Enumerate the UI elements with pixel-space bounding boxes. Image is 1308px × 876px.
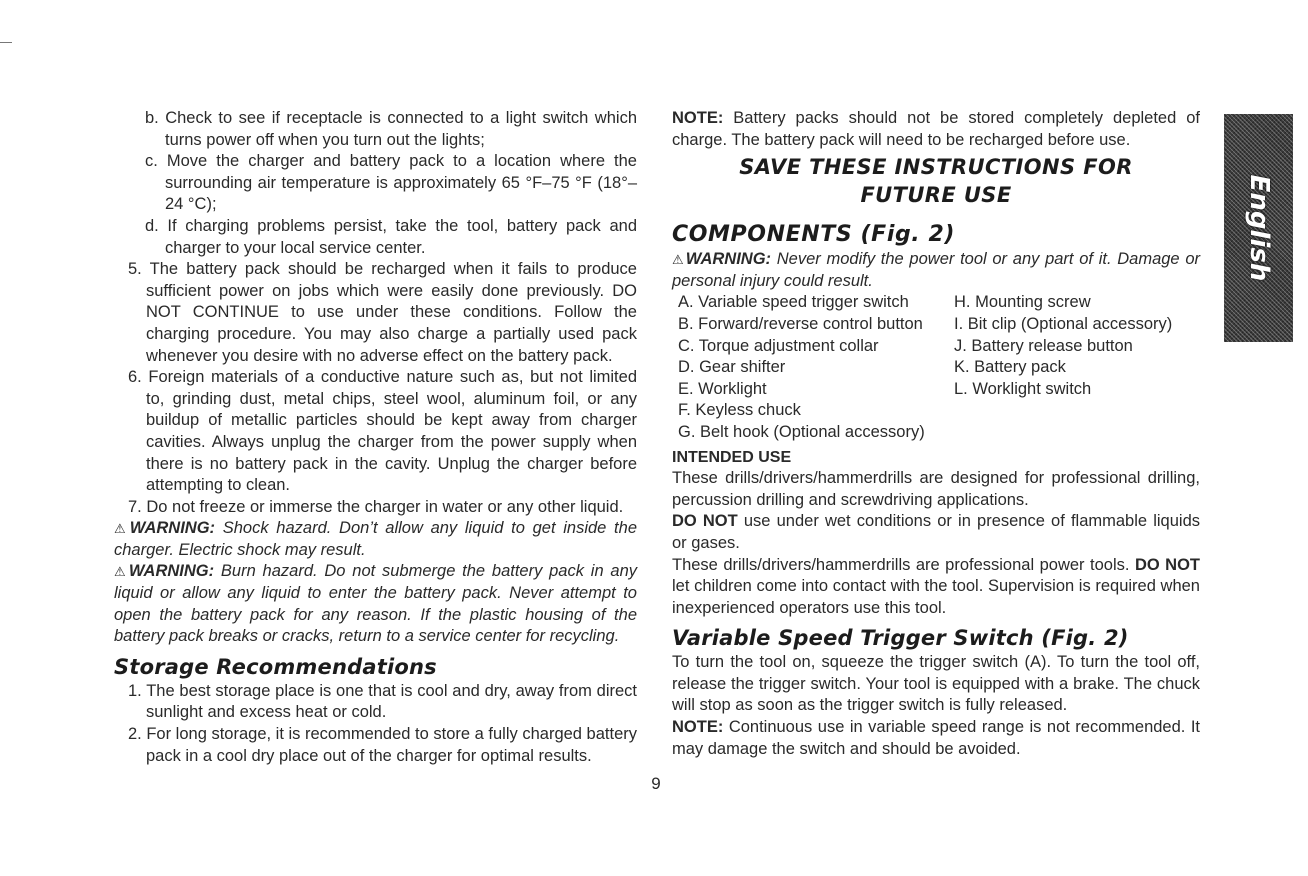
warning-text: Shock hazard. Don’t allow any liquid to get inside the charger. Electric shock may result. <box>114 519 637 559</box>
list-item: 2. For long storage, it is recommended to store a fully charged battery pack in a cool dry place out of the charger for optimal results. <box>128 725 638 765</box>
list-item: 6. Foreign materials of a conductive nature such as, but not limited to, grinding dust, metal chips, steel wool, aluminum foil, or any buildup of metallic particles should be kept away from charger cavities. Always unplug the charger from the power supply when there is no battery pack in the cavity. Unplug the charger before attempting to clean. <box>128 368 637 495</box>
component-item: D. Gear shifter <box>678 358 786 377</box>
warning-icon: ⚠ <box>672 252 685 268</box>
warning-icon: ⚠ <box>114 521 129 537</box>
warning-text: Never modify the power tool or any part of it. Damage or personal injury could result. <box>672 250 1200 290</box>
language-tab <box>1224 114 1293 342</box>
note-text: Continuous use in variable speed range is not recommended. It may damage the switch and should be avoided. <box>672 718 1200 758</box>
list-item: d. If charging problems persist, take the tool, battery pack and charger to your local service center. <box>145 216 637 257</box>
body-paragraph <box>672 555 1200 620</box>
component-item: I. Bit clip (Optional accessory) <box>954 314 1173 333</box>
right-column <box>672 108 1200 760</box>
warning-label: WARNING: <box>128 562 215 581</box>
list-item: 5. The battery pack should be recharged when it fails to produce sufficient power on jobs which were easily done previously. DO NOT CONTINUE to use under these conditions. Follow the charging procedure. You may also charge a partially used pack whenever you desire with no adverse effect on the battery pack. <box>128 260 637 365</box>
body-paragraph: These drills/drivers/hammerdrills are designed for professional drilling, percussion drilling and screwdriving applications. <box>672 469 1200 509</box>
warning-paragraph <box>672 249 1200 292</box>
components-list <box>672 292 1200 443</box>
note-paragraph <box>672 108 1200 151</box>
storage-heading: Storage Recommendations <box>114 654 437 679</box>
component-item: B. Forward/reverse control button <box>678 314 923 333</box>
component-item: J. Battery release button <box>954 336 1133 355</box>
emphasis: DO NOT <box>1134 555 1200 574</box>
list-item: b. Check to see if receptacle is connected to a light switch which turns power off when you turn out the lights; <box>145 109 637 149</box>
save-instructions-line: FUTURE USE <box>860 183 1012 208</box>
component-item <box>954 400 1206 422</box>
list-item: 7. Do not freeze or immerse the charger in water or any other liquid. <box>128 497 624 516</box>
component-item: E. Worklight <box>678 379 767 398</box>
save-instructions-line: SAVE THESE INSTRUCTIONS FOR <box>739 155 1133 180</box>
component-item <box>954 422 1206 444</box>
note-paragraph <box>672 717 1200 760</box>
language-tab-label: English <box>1243 174 1274 282</box>
page-number: 9 <box>651 774 661 793</box>
crop-mark <box>0 42 12 43</box>
components-heading: COMPONENTS (Fig. 2) <box>672 222 956 248</box>
body-paragraph: To turn the tool on, squeeze the trigger switch (A). To turn the tool off, release the trigger switch. Your tool is equipped with a brake. The chuck will stop as soon as the trigger switch is fully released. <box>672 653 1200 715</box>
trigger-switch-heading: Variable Speed Trigger Switch (Fig. 2) <box>672 626 1129 651</box>
note-text: Battery packs should not be stored completely depleted of charge. The battery pack will need to be recharged before use. <box>672 109 1200 149</box>
left-column <box>114 108 637 767</box>
component-item: C. Torque adjustment collar <box>678 336 879 355</box>
component-item: L. Worklight switch <box>954 379 1092 398</box>
body-paragraph <box>672 511 1200 554</box>
body-text: These drills/drivers/hammerdrills are professional power tools. <box>672 555 1135 574</box>
body-text: let children come into contact with the tool. Supervision is required when inexperienced operators use this tool. <box>672 577 1200 617</box>
warning-label: WARNING: <box>129 519 216 538</box>
warning-icon: ⚠ <box>114 564 128 580</box>
note-label: NOTE: <box>672 718 724 737</box>
component-item: H. Mounting screw <box>954 293 1091 312</box>
list-item: 1. The best storage place is one that is cool and dry, away from direct sunlight and excess heat or cold. <box>128 681 637 722</box>
emphasis: DO NOT <box>672 512 738 531</box>
component-item: A. Variable speed trigger switch <box>678 293 909 312</box>
warning-label: WARNING: <box>685 250 772 269</box>
component-item: F. Keyless chuck <box>678 401 801 420</box>
warning-text: Burn hazard. Do not submerge the battery pack in any liquid or allow any liquid to enter the battery pack. Never attempt to open the battery pack for any reason. If the plastic housing of the battery pack breaks or cracks, return to a service center for recycling. <box>114 562 638 646</box>
note-label: NOTE: <box>672 109 724 127</box>
warning-paragraph <box>114 561 637 647</box>
warning-paragraph <box>114 518 637 561</box>
body-text: use under wet conditions or in presence of flammable liquids or gases. <box>672 512 1200 552</box>
component-item: K. Battery pack <box>954 358 1066 377</box>
component-item: G. Belt hook (Optional accessory) <box>678 422 925 441</box>
list-item: c. Move the charger and battery pack to a location where the surrounding air temperature is approximately 65 °F–75 °F (18°–24 °C); <box>145 152 637 214</box>
intended-use-heading: INTENDED USE <box>672 448 792 466</box>
